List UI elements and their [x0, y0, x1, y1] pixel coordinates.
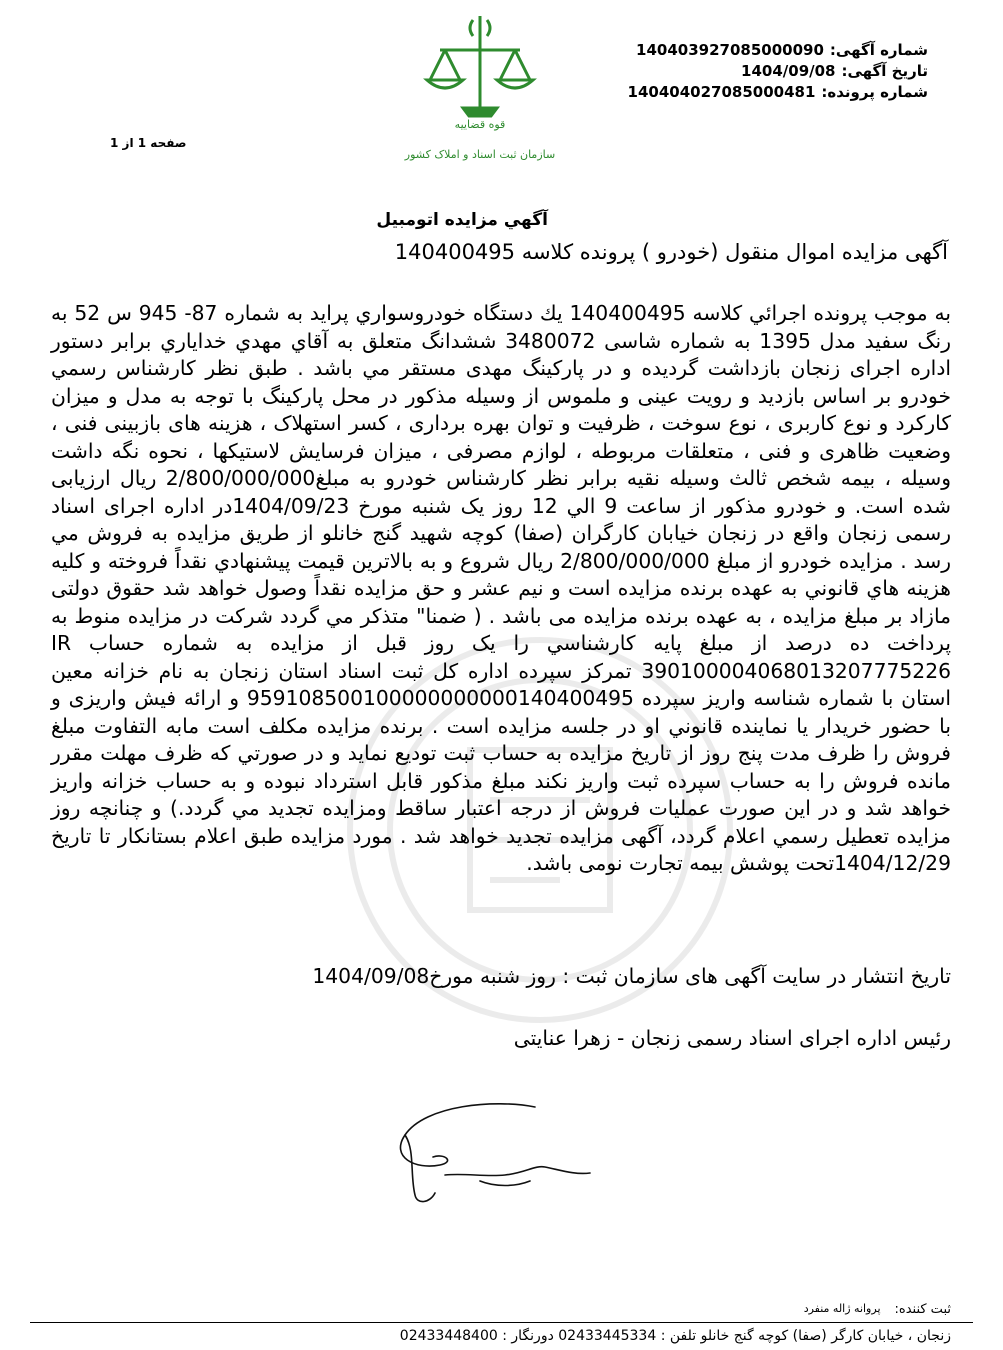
publish-date-line: تاریخ انتشار در سایت آگهی های سازمان ثبت : روز شنبه مورخ1404/09/08	[312, 964, 951, 988]
emblem-text-1: قوه قضاییه	[454, 118, 506, 131]
case-number-label: شماره پرونده:	[821, 83, 928, 101]
judiciary-emblem-icon	[395, 8, 565, 178]
notice-date-row	[548, 61, 928, 82]
footer-divider	[30, 1322, 973, 1323]
notice-number: 14040392708500009​0	[636, 41, 824, 59]
signature-icon	[385, 1095, 600, 1215]
registrar-name: پروانه ژاله منفرد	[803, 1302, 881, 1315]
footer-address: زنجان ، خیابان کارگر (صفا) کوچه گنج خانلو تلفن : 02433445334 دورنگار : 02433448400	[399, 1328, 951, 1344]
document-title: آگهي مزايده اتومبيل	[376, 210, 548, 230]
notice-meta	[548, 40, 928, 103]
registrar	[804, 1302, 951, 1317]
document-subtitle: آگهی مزایده اموال منقول (خودرو ) پرونده کلاسه 140400495	[394, 240, 948, 264]
notice-date-label: تاریخ آگهی:	[841, 62, 928, 80]
registrar-label: ثبت کننده:	[894, 1302, 951, 1317]
notice-body: به موجب پرونده اجرائي كلاسه 140400495 يك دستگاه خودروسواري پرايد به شماره 87- 945 س 52 به رنگ سفيد مدل 1395 به شماره شاسی 3480072 ششدانگ متعلق به آقاي مهدي خداياري برابر دستور اداره اجرای زنجان بازداشت گردیده و در پارکینگ مهدی مستقر مي باشد . طبق نظر کارشناس رسمي خودرو بر اساس بازدید و رویت عینی و ملموس از وسیله مذکور در محل پارکینگ با توجه به مدل و میزان کارکرد و نوع کاربری ، نوع سوخت ، ظرفیت و توان بهره برداری ، کسر استهلاک ، هزینه های بازبینی فنی ، وضعیت ظاهری و فنی ، متعلقات مربوطه ، لوازم مصرفی ، میزان فرسایش لاستیکها ، نحوه نگه داشت وسیله ، بیمه شخص ثالث وسیله نقیه برابر نظر کارشناس خودرو به مبلغ2/800/000/000 ريال ارزيابی شده است. و خودرو مذکور از ساعت 9 الي 12 روز یک شنبه مورخ 1404/09/23در اداره اجرای اسناد رسمی زنجان واقع در زنجان خیابان کارگران (صفا) کوچه شهید گنج خانلو از طريق مزايده به فروش مي رسد . مزايده خودرو از مبلغ 2/800/000/000 ريال شروع و به بالاترين قيمت پيشنهادي نقداً فروخته و كليه هزينه هاي قانوني به عهده برنده مزايده است و نيم عشر و حق مزايده نقداً وصول خواهد شد حقوق دولتی مازاد بر مبلغ مزایده ، به عهده برنده مزایده می باشد . ( ضمنا" متذکر مي گردد شرکت در مزايده منوط به پرداخت ده درصد از مبلغ پايه کارشناسي را يک روز قبل از مزايده به شماره حساب IR 390100004068013207775226 تمرکز سپرده اداره کل ثبت اسناد استان زنجان به نام خزانه معین استان با شماره شناسه واريز سپرده 959108500100000000000140400495 و ارائه فيش واريزی و با حضور خریدار یا نماینده قانوني او در جلسه مزايده است . برنده مزایده مکلف است مابه التفاوت مبلغ فروش را ظرف مدت پنج روز از تاریخ مزایده به حساب ثبت توديع نماید و در صورتي که ظرف مهلت مقرر مانده فروش را به حساب سپرده ثبت واريز نکند مبلغ مذکور قابل استرداد نبوده و به حساب خزانه واريز خواهد شد و در اين صورت عمليات فروش از درجه اعتبار ساقط ومزايده تجديد مي گردد.) و چنانچه روز مزايده تعطيل رسمي اعلام گردد، آگهی مزايده تجديد خواهد شد . مورد مزايده طبق اعلام بستانكار تا تاريخ 1404/12/29تحت پوشش بيمه تجارت نومی باشد.	[51, 301, 952, 875]
notice-number-label: شماره آگهی:	[829, 41, 928, 59]
case-number: 140404027085000481	[627, 83, 816, 101]
emblem-text-2: سازمان ثبت اسناد و املاک کشور	[404, 148, 556, 161]
notice-date: 1404/09/08	[741, 62, 836, 80]
page-indicator: صفحه 1 از 1	[110, 136, 187, 150]
notice-number-row	[548, 40, 928, 61]
case-number-row	[548, 82, 928, 103]
signatory-line: رئیس اداره اجرای اسناد رسمی زنجان - زهرا عنایتی	[513, 1026, 951, 1050]
